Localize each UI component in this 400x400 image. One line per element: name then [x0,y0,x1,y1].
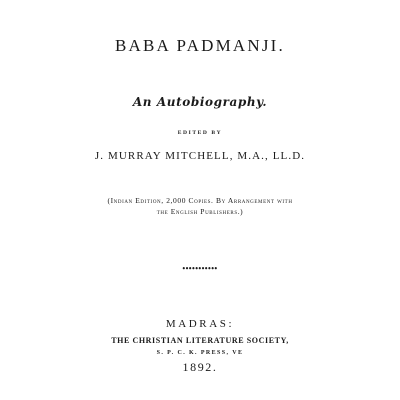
edited-by-label: EDITED BY [177,130,223,136]
press-name: S. P. C. K. PRESS, VE [156,350,244,356]
publication-year: 1892. [182,360,218,374]
book-subtitle: An Autobiography. [132,95,268,109]
editor-name: J. MURRAY MITCHELL, M.A., LL.D. [94,150,306,162]
book-title: BABA PADMANJI. [115,36,285,55]
publication-city: MADRAS: [165,318,235,330]
publisher-name: THE CHRISTIAN LITERATURE SOCIETY, [111,336,289,345]
edition-note-line-2: the English Publishers.) [156,207,244,216]
edition-note-line-1: (Indian Edition, 2,000 Copies. By Arrangement with [107,196,293,205]
edition-note [0,195,400,217]
ornament-divider: ••••••••••• [182,264,218,273]
